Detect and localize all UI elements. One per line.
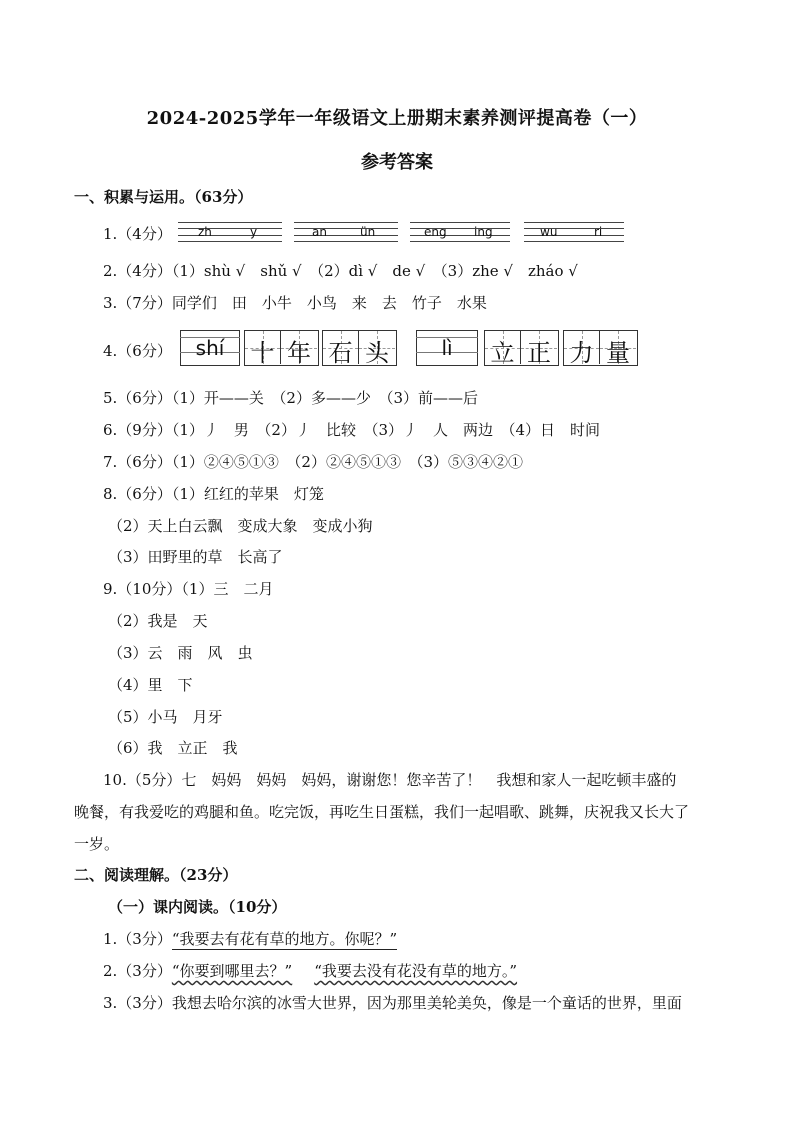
subsection-heading-1: （一）课内阅读。（10分） xyxy=(108,898,287,916)
char: 头 xyxy=(365,339,389,367)
q8-line-3: （3）田野里的草 长高了 xyxy=(108,548,283,566)
pinyin-text: y xyxy=(250,225,258,239)
q10-line-3: 一岁。 xyxy=(74,835,120,853)
pinyin-box-1 xyxy=(178,222,282,242)
pinyin-text: an xyxy=(312,225,327,239)
q6-answer: 6.（9分）（1）丿 男 （2）丿 比较 （3）丿 人 两边 （4）日 时间 xyxy=(103,421,601,439)
q4-label: 4.（6分） xyxy=(103,342,172,360)
q9-line-1: 9.（10分）（1）三 二月 xyxy=(103,580,274,598)
q7-answer: 7.（6分）（1）②④⑤①③ （2）②④⑤①③ （3）⑤③④②① xyxy=(103,453,523,471)
document-subtitle: 参考答案 xyxy=(361,152,433,173)
q9-line-5: （5）小马 月牙 xyxy=(108,708,223,726)
q8-line-2: （2）天上白云飘 变成大象 变成小狗 xyxy=(108,517,373,535)
pinyin-text: ing xyxy=(474,225,493,239)
r2-quote-1: “你要到哪里去？” xyxy=(171,962,293,980)
r1-quote: “我要去有花有草的地方。你呢？” xyxy=(171,930,398,948)
section-heading-1: 一、积累与运用。（63分） xyxy=(74,188,253,206)
section-heading-2: 二、阅读理解。（23分） xyxy=(74,866,238,884)
tianzige-4 xyxy=(563,330,638,366)
char: 十 xyxy=(250,339,275,367)
r1-answer xyxy=(103,928,397,949)
char: 石 xyxy=(328,339,353,367)
q9-line-6: （6）我 立正 我 xyxy=(108,739,238,757)
char: 力 xyxy=(569,339,594,367)
q9-line-3: （3）云 雨 风 虫 xyxy=(108,644,253,662)
q5-answer: 5.（6分）（1）开——关 （2）多——少 （3）前——后 xyxy=(103,389,478,407)
pinyin-text: zh xyxy=(198,225,212,239)
pinyin-box-3 xyxy=(410,222,510,242)
pinyin-text: ri xyxy=(594,225,603,239)
pinyin-box-4 xyxy=(524,222,624,242)
tianzige-2 xyxy=(322,330,397,366)
pinyin-text: wu xyxy=(540,225,558,239)
pinyin-answer: lì xyxy=(441,336,453,360)
q1-label: 1.（4分） xyxy=(103,225,172,243)
r2-label: 2.（3分） xyxy=(103,962,172,980)
r2-quote-2: “我要去没有花没有草的地方。” xyxy=(314,962,518,980)
q10-line-1: 10.（5分）七 妈妈 妈妈 妈妈，谢谢您！您辛苦了！ 我想和家人一起吃顿丰盛的 xyxy=(103,771,677,789)
r3-answer: 3.（3分）我想去哈尔滨的冰雪大世界，因为那里美轮美奂，像是一个童话的世界，里面 xyxy=(103,994,682,1012)
q8-line-1: 8.（6分）（1）红红的苹果 灯笼 xyxy=(103,485,324,503)
pinyin-grid-1 xyxy=(180,330,240,366)
pinyin-box-2 xyxy=(294,222,398,242)
char: 立 xyxy=(490,339,515,367)
q9-line-2: （2）我是 天 xyxy=(108,612,208,630)
r1-label: 1.（3分） xyxy=(103,930,172,948)
document-title: 2024-2025学年一年级语文上册期末素养测评提高卷（一） xyxy=(146,108,648,129)
r2-answer xyxy=(103,960,517,981)
tianzige-1 xyxy=(244,330,319,366)
q2-answer: 2.（4分）（1）shù √ shǔ √ （2）dì √ de √ （3）zhe √ zháo √ xyxy=(103,262,578,280)
char: 量 xyxy=(606,339,630,367)
char: 正 xyxy=(527,339,551,367)
pinyin-grid-2 xyxy=(416,330,478,366)
pinyin-text: ün xyxy=(360,225,376,239)
char: 年 xyxy=(287,339,311,367)
pinyin-answer: shí xyxy=(195,336,225,360)
pinyin-text: eng xyxy=(424,225,447,239)
q10-line-2: 晚餐，有我爱吃的鸡腿和鱼。吃完饭，再吃生日蛋糕，我们一起唱歌、跳舞，庆祝我又长大了 xyxy=(74,803,690,821)
tianzige-3 xyxy=(484,330,559,366)
q3-answer: 3.（7分）同学们 田 小牛 小鸟 来 去 竹子 水果 xyxy=(103,294,487,312)
q9-line-4: （4）里 下 xyxy=(108,676,193,694)
